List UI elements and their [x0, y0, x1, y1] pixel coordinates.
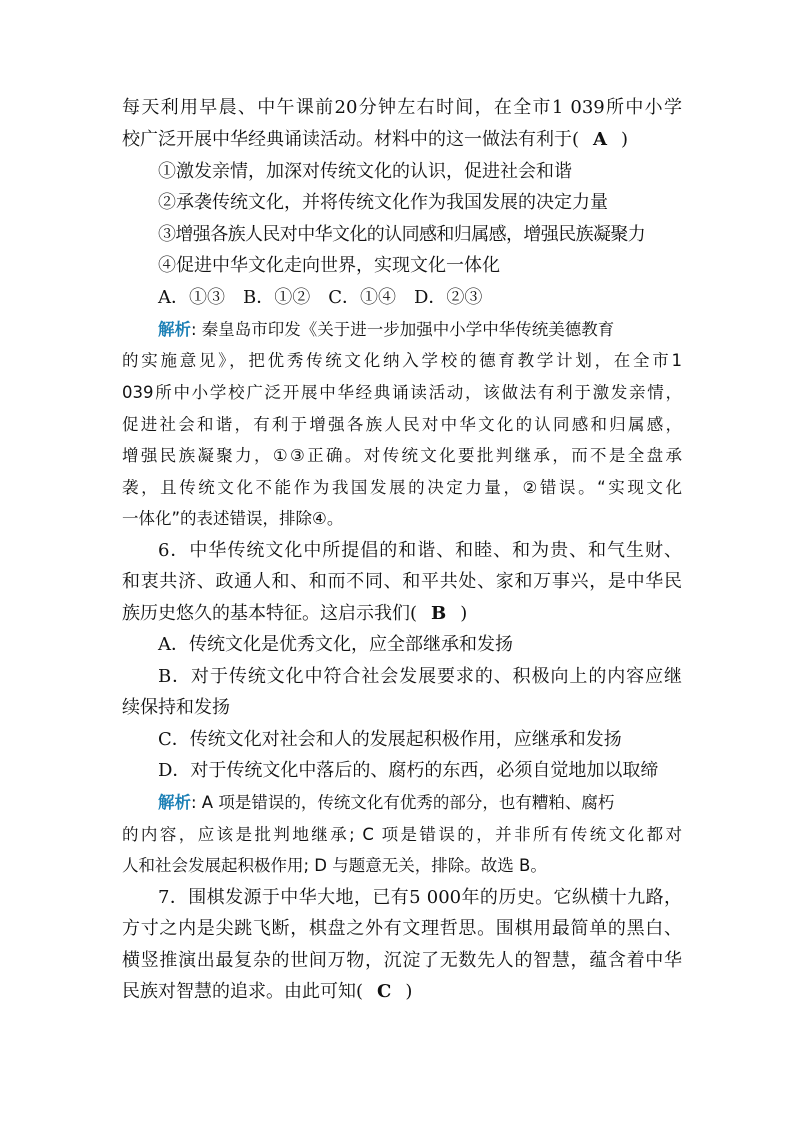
q5-option-2: ②承袭传统文化，并将传统文化作为我国发展的决定力量	[158, 192, 608, 213]
q7-stem-close: )	[405, 981, 413, 1002]
q6-option-a: A．传统文化是优秀文化，应全部继承和发扬	[158, 634, 513, 655]
q5-stem-line-1: 每天利用早晨、中午课前20分钟左右时间，在全市1 039所中小学	[122, 97, 682, 118]
q7-answer: C	[377, 981, 392, 1002]
q6-stem-text: 族历史悠久的基本特征。这启示我们(	[122, 603, 418, 624]
q5-stem-line-2	[122, 125, 682, 155]
q6-stem-line-2: 和衷共济、政通人和、和而不同、和平共处、家和万事兴，是中华民	[122, 571, 682, 592]
q5-analysis-text-1: : 秦皇岛市印发《关于进一步加强中小学中华传统美德教育	[191, 320, 615, 339]
q6-option-b-line-1: B．对于传统文化中符合社会发展要求的、积极向上的内容应继	[158, 666, 682, 687]
q5-analysis-line-5: 增强民族凝聚力，①③正确。对传统文化要批判继承，而不是全盘承	[122, 446, 682, 465]
q7-stem-line-4	[122, 977, 682, 1007]
q5-analysis-label: 解析	[158, 320, 191, 339]
q5-analysis-line-4: 促进社会和谐，有利于增强各族人民对中华文化的认同感和归属感，	[122, 415, 682, 434]
q5-analysis-line-2: 的实施意见》，把优秀传统文化纳入学校的德育教学计划，在全市1	[122, 351, 682, 370]
q5-analysis-line-7: 一体化”的表述错误，排除④。	[122, 509, 344, 528]
q6-stem-line-3	[122, 599, 682, 629]
q5-stem-text: 校广泛开展中华经典诵读活动。材料中的这一做法有利于(	[122, 129, 580, 150]
q5-option-1: ①激发亲情，加深对传统文化的认识，促进社会和谐	[158, 161, 572, 182]
q5-option-4: ④促进中华文化走向世界，实现文化一体化	[158, 255, 500, 276]
q6-stem-close: )	[460, 603, 468, 624]
q5-analysis-line-1	[158, 315, 682, 345]
q7-stem-line-1: 7．围棋发源于中华大地，已有5 000年的历史。它纵横十九路，	[158, 887, 682, 908]
q6-analysis-label: 解析	[158, 793, 191, 812]
q5-option-3: ③增强各族人民对中华文化的认同感和归属感，增强民族凝聚力	[158, 224, 646, 245]
q6-option-b-line-2: 续保持和发扬	[122, 697, 230, 718]
q5-answer: A	[593, 129, 607, 150]
q6-analysis-line-1	[158, 788, 682, 818]
q5-analysis-line-3: 039所中小学校广泛开展中华经典诵读活动，该做法有利于激发亲情，	[122, 383, 682, 402]
q7-stem-text: 民族对智慧的追求。由此可知(	[122, 981, 364, 1002]
q7-stem-line-2: 方寸之内是尖跳飞断，棋盘之外有文理哲思。围棋用最简单的黑白、	[122, 918, 682, 939]
q6-stem-line-1: 6．中华传统文化中所提倡的和谐、和睦、和为贵、和气生财、	[158, 540, 682, 561]
q5-analysis-line-6: 袭，且传统文化不能作为我国发展的决定力量，②错误。“实现文化	[122, 478, 682, 497]
q6-analysis-line-2: 的内容，应该是批判地继承; C 项是错误的，并非所有传统文化都对	[122, 825, 682, 844]
q6-option-d: D．对于传统文化中落后的、腐朽的东西，必须自觉地加以取缔	[158, 760, 659, 781]
q6-option-c: C．传统文化对社会和人的发展起积极作用，应继承和发扬	[158, 729, 622, 750]
q6-analysis-line-3: 人和社会发展起积极作用; D 与题意无关，排除。故选 B。	[122, 856, 547, 875]
q6-answer: B	[431, 603, 447, 624]
q6-analysis-text-1: : A 项是错误的，传统文化有优秀的部分，也有糟粕、腐朽	[191, 793, 615, 812]
q5-choices: A．①③ B．①② C．①④ D．②③	[158, 287, 483, 308]
q7-stem-line-3: 横竖推演出最复杂的世间万物，沉淀了无数先人的智慧，蕴含着中华	[122, 950, 682, 971]
q5-stem-close: )	[621, 129, 629, 150]
